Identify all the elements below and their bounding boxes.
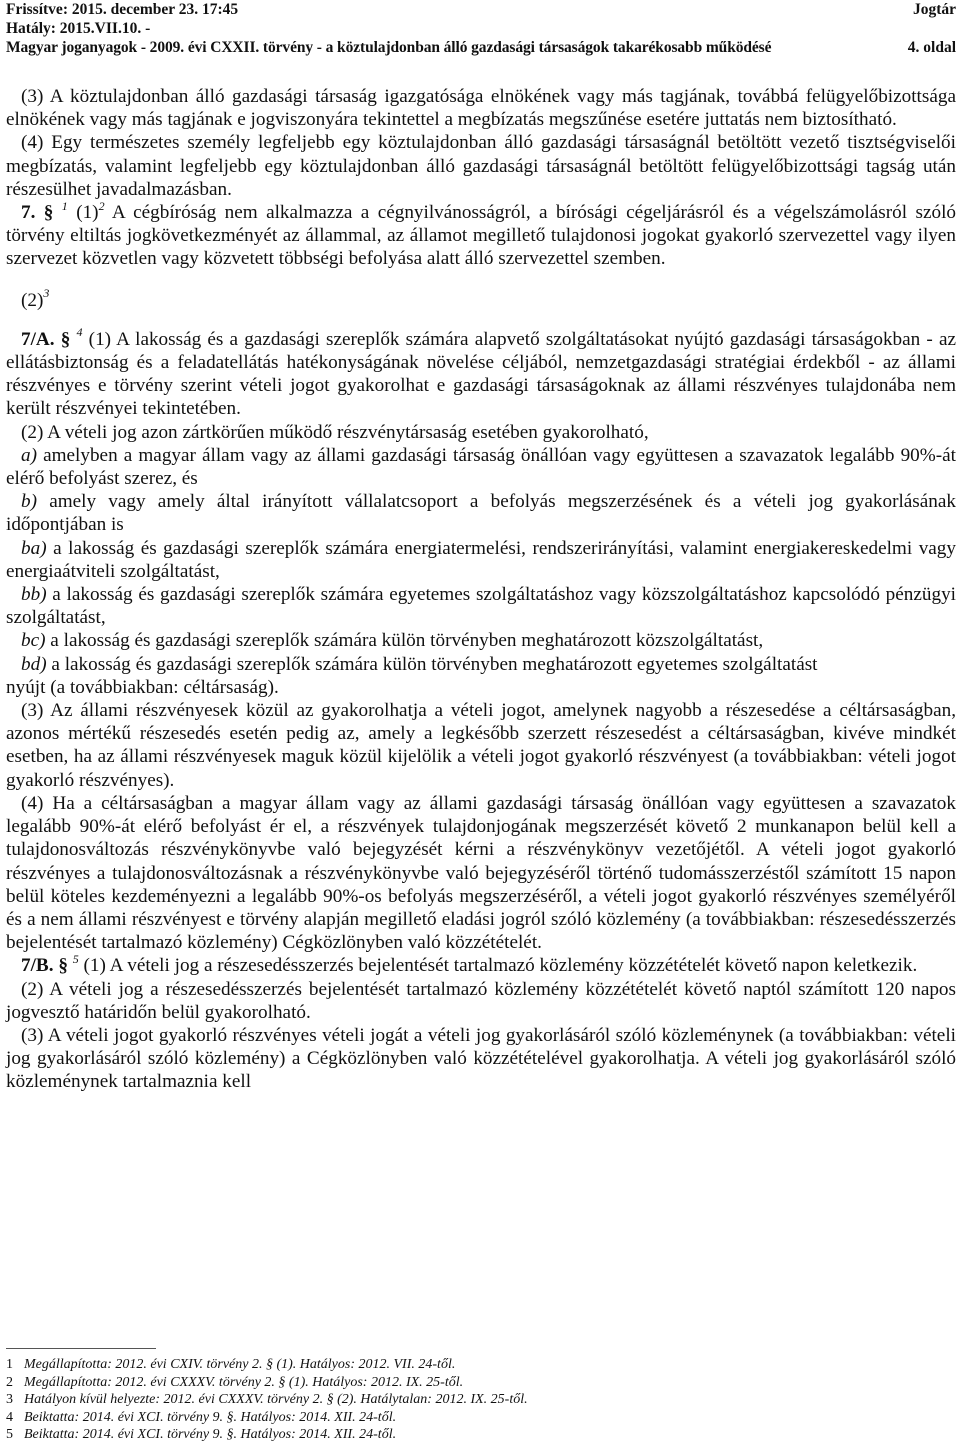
point-label: b) xyxy=(21,491,37,513)
point-text: amelyben a magyar állam vagy az állami gazdasági társaság önállóan vagy együttesen a szavazatok legalább 90%-át elérő befolyást szerez, és xyxy=(6,444,956,490)
document-body xyxy=(6,85,956,1094)
footnote-number: 3 xyxy=(6,1392,13,1407)
point-label: bc) xyxy=(21,630,46,652)
point-label: ba) xyxy=(21,537,47,559)
document-title: Magyar joganyagok - 2009. évi CXXII. törvény - a köztulajdonban álló gazdasági társaságok takarékosabb működésé xyxy=(6,39,772,56)
point-ba xyxy=(6,537,956,583)
section-7b xyxy=(6,951,956,977)
footnote xyxy=(6,1409,956,1427)
section-7b-subsection-3: (3) A vételi jogot gyakorló részvényes vételi jogát a vételi jog gyakorlásáról szóló közleménynek (a továbbiakban: vételi jog gyakorlásáról szóló közlemény) a Cégközlönyben való közzétételével gyakorolhatja. A vételi jog gyakorlásáról szóló közleménynek tartalmaznia kell xyxy=(6,1024,956,1093)
point-label: bb) xyxy=(21,584,47,606)
footnote-number: 2 xyxy=(6,1374,13,1390)
section-7 xyxy=(6,198,956,271)
brand-label: Jogtár xyxy=(912,1,956,18)
footnote-text: Beiktatta: 2014. évi XCI. törvény 9. §. Hatályos: 2014. XII. 24-től. xyxy=(24,1409,397,1425)
section-number: 7/B. § xyxy=(21,955,68,977)
footnote-ref[interactable]: 2 xyxy=(98,198,105,213)
footnotes xyxy=(6,1356,956,1444)
point-text: a lakosság és gazdasági szereplők számára energiatermelési, rendszerirányítási, valamint energiakereskedelmi vagy energiaátviteli szolgáltatást, xyxy=(6,537,956,582)
footnote-text: Hatályon kívül helyezte: 2012. évi CXXXV. törvény 2. § (2). Hatálytalan: 2012. IX. 25-től. xyxy=(24,1392,528,1407)
subsection-label: (2) xyxy=(21,289,44,311)
section-number: 7/A. § xyxy=(21,328,71,350)
section-7b-subsection-2: (2) A vételi jog a részesedésszerzés bejelentését tartalmazó közlemény közzétételét követő naptól számított 120 napos jogvesztő határidőn belül gyakorolható. xyxy=(6,978,956,1023)
section-7a-subsection-4: (4) Ha a céltársaságban a magyar állam vagy az állami gazdasági társaság önállóan vagy együttesen a szavazatok legalább 90%-át elérő befolyást ér el, a részvények tulajdonjogának megszerzését követő 2 munkanapon belül kell a tulajdonosváltozás részvénykönyvbe való bejegyzését kérni a részvénykönyv vezetőjétől. A vételi jogot gyakorló részvényes a tulajdonosváltozásnak a részvénykönyvbe való bejegyzéséről történő tudomásszerzéstől számított 15 napon belül köteles kezdeményezni a legalább 90%-os befolyás megszerzéséről, a vételi jogot gyakorló részvényes személyéről és a nem állami részvényest e törvény alapján megillető eladási jogról szóló közlemény (a továbbiakban: részesedésszerzés bejelentését tartalmazó közlemény) Cégközlönyben való közzétételét. xyxy=(6,792,956,954)
footnote xyxy=(6,1356,956,1374)
footnote xyxy=(6,1391,956,1409)
footnote-ref[interactable]: 4 xyxy=(76,325,83,340)
point-label: bd) xyxy=(21,653,47,675)
point-b xyxy=(6,490,956,536)
section-7a-subsection-3: (3) Az állami részvényesek közül az gyakorolhatja a vételi jogot, amelynek nagyobb a részesedése a céltársaságban, azonos mértékű részesedés esetén pedig az, amely a legkésőbb szerzett részesedést a céltársaságban, kivéve mindkét esetben, ha az állami részvényesek maguk közül kijelölik a vételi jogot gyakorló részvényest (a továbbiakban: vételi jogot gyakorló részvényes). xyxy=(6,700,956,791)
footnote xyxy=(6,1374,956,1392)
footnote-ref[interactable]: 1 xyxy=(61,198,68,213)
updated-date: Frissítve: 2015. december 23. 17:45 xyxy=(6,1,239,18)
subsection-label: (1) xyxy=(67,202,99,224)
paragraph-3: (3) A köztulajdonban álló gazdasági társaság igazgatósága elnökének vagy más tagjának, továbbá felügyelőbizottsága elnökének vagy más tagjának e jogviszonyára tekintettel a megbízatás megszűnése esetére juttatás nem biztosítható. xyxy=(6,86,956,131)
footnote xyxy=(6,1426,956,1444)
point-bd xyxy=(6,653,956,676)
section-text: (1) A vételi jog a részesedésszerzés bejelentését tartalmazó közlemény közzétételét követő napon keletkezik. xyxy=(78,955,918,977)
page-number: 4. oldal xyxy=(907,39,956,56)
section-7a xyxy=(6,325,957,421)
point-a xyxy=(6,444,956,490)
footnote-text: Megállapította: 2012. évi CXXXV. törvény 2. § (1). Hatályos: 2012. IX. 25-től. xyxy=(24,1374,464,1390)
footnote-number: 4 xyxy=(6,1409,13,1425)
closing-clause: nyújt (a továbbiakban: céltársaság). xyxy=(6,676,279,698)
footnote-ref[interactable]: 5 xyxy=(72,951,79,966)
section-number: 7. § xyxy=(21,202,54,224)
point-text: a lakosság és gazdasági szereplők számára külön törvényben meghatározott egyetemes szolgáltatást xyxy=(46,653,818,675)
footnote-text: Beiktatta: 2014. évi XCI. törvény 9. §. Hatályos: 2014. XII. 24-től. xyxy=(24,1427,397,1442)
point-bb xyxy=(6,583,956,629)
paragraph-4: (4) Egy természetes személy legfeljebb egy köztulajdonban álló gazdasági társaságnál betöltött vezető tisztségviselői megbízatás, valamint legfeljebb egy köztulajdonban álló gazdasági társaságnál betöltött felügyelőbizottsági tagság után részesülhet javadalmazásban. xyxy=(6,132,956,200)
point-text: a lakosság és gazdasági szereplők számára külön törvényben meghatározott közszolgáltatást, xyxy=(45,630,764,652)
point-bc xyxy=(6,629,956,652)
footnote-divider xyxy=(6,1348,156,1349)
footnote-number: 5 xyxy=(6,1427,13,1442)
point-label: a) xyxy=(21,444,37,466)
point-text: amely vagy amely által irányított vállalatcsoport a befolyás megszerzésének és a vételi jog gyakorlásának időpontjában is xyxy=(6,491,956,536)
section-text: A cégbíróság nem alkalmazza a cégnyilvánosságról, a bírósági cégeljárásról és a végelszámolásról szóló törvény eltiltás jogkövetkezményét az állammal, az államot megillető tulajdonosi jogokat gyakorló szervezettel vagy ilyen szervezet közvetlen vagy közvetett többségi befolyása alatt álló szervezettel szemben. xyxy=(6,202,956,270)
footnote-text: Megállapította: 2012. évi CXIV. törvény 2. § (1). Hatályos: 2012. VII. 24-től. xyxy=(24,1357,456,1372)
section-7-subsection-2 xyxy=(6,286,956,312)
point-text: a lakosság és gazdasági szereplők számára egyetemes szolgáltatáshoz vagy közszolgáltatáshoz kapcsolódó pénzügyi szolgáltatást, xyxy=(6,584,956,629)
page-header xyxy=(6,0,956,62)
section-7a-subsection-2: (2) A vételi jog azon zártkörűen működő részvénytársaság esetében gyakorolható, xyxy=(21,421,649,443)
footnote-ref[interactable]: 3 xyxy=(43,286,50,301)
footnote-number: 1 xyxy=(6,1357,13,1372)
effective-date: Hatály: 2015.VII.10. - xyxy=(6,20,151,37)
section-text: (1) A lakosság és a gazdasági szereplők számára alapvető szolgáltatásokat nyújtó gazdasági társaságokban - az ellátásbiztonság és a feladatellátás hatékonyságának növelése céljából, nemzetgazdasági stratégiai érdekből - az állami részvényes e törvény szerint vételi jogot gyakorolhat e gazdasági társaságoknak az állami részvényes tulajdonába nem került részvényei tekintetében. xyxy=(6,328,957,420)
